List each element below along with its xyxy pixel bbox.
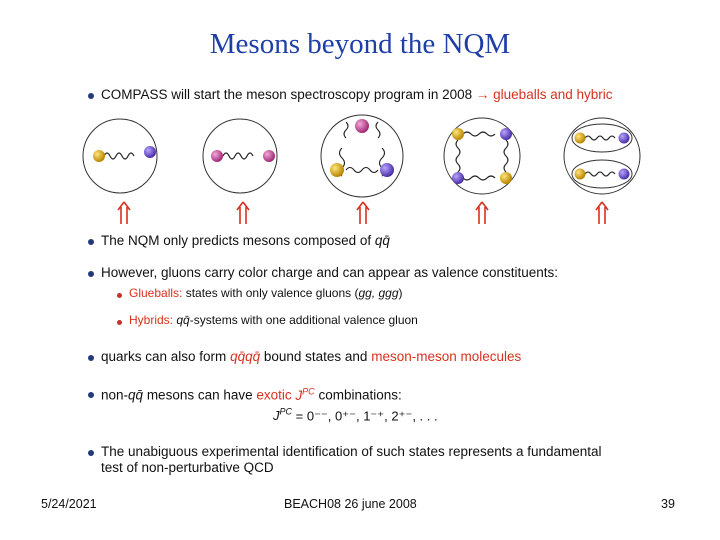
slide-title: Mesons beyond the NQM <box>209 28 511 60</box>
bullet-marker <box>88 93 94 99</box>
hybrids-text: -systems with one additional valence gluon <box>189 313 418 327</box>
hybrid-diagram <box>321 115 403 197</box>
quark-icon <box>500 172 512 184</box>
antiquark-icon <box>452 172 464 184</box>
exotic-pre: non- <box>101 387 129 403</box>
bullet-exotic <box>101 386 402 403</box>
glueballs-end: ) <box>398 286 403 300</box>
antiquark-icon <box>619 133 630 144</box>
up-arrow-icon <box>117 201 131 225</box>
exotic-math: qq̄ <box>128 387 144 403</box>
meson-qqbar-diagram-2 <box>203 119 277 193</box>
quark-icon <box>93 150 105 162</box>
bullet-identification-line2: test of non-perturbative QCD <box>101 460 274 475</box>
antiquark-icon <box>380 163 394 177</box>
meson-diagram <box>80 108 670 228</box>
sub-bullet-hybrids <box>129 313 418 327</box>
bullet-nqm <box>101 233 390 248</box>
bullet-compass-text: COMPASS will start the meson spectroscopy program in 2008 <box>101 87 476 102</box>
bullet-marker <box>88 239 94 245</box>
bullet-identification-line1: The unabiguous experimental identification of such states represents a fundamental <box>101 444 602 459</box>
sub-bullet-marker <box>117 293 122 298</box>
tetraquark-highlight: meson-meson molecules <box>371 349 522 364</box>
bullet-marker <box>88 271 94 277</box>
exotic-jpc: $J^{PC}$ <box>295 386 315 403</box>
molecule-diagram <box>564 118 640 194</box>
quark-icon <box>211 150 223 162</box>
up-arrow-icon <box>236 201 250 225</box>
gluon-icon <box>355 119 369 133</box>
jpc-equation <box>273 407 438 424</box>
jpc-lhs: $J^{PC}$ <box>273 407 293 424</box>
glueballs-math: gg, ggg <box>358 286 399 300</box>
quark-icon <box>330 163 344 177</box>
sub-bullet-marker <box>117 320 122 325</box>
hybrids-label: Hybrids: <box>129 313 174 327</box>
tetraquark-text: quarks can also form <box>101 349 231 364</box>
bullet-nqm-text: The NQM only predicts mesons composed of <box>101 233 375 248</box>
jpc-values: 0⁻⁻, 0⁺⁻, 1⁻⁺, 2⁺⁻, . . . <box>306 408 438 424</box>
page-number: 39 <box>661 497 675 511</box>
bullet-compass <box>101 87 612 102</box>
meson-qqbar-diagram <box>83 119 157 193</box>
up-arrow-icon <box>356 201 370 225</box>
bullet-nqm-math: qq̄ <box>374 233 390 248</box>
four-quark-diagram <box>444 118 520 194</box>
glueballs-label: Glueballs: <box>129 286 183 300</box>
sub-bullet-glueballs <box>129 286 403 300</box>
tetraquark-mid: bound states and <box>260 349 372 364</box>
antiquark-icon <box>263 150 275 162</box>
jpc-eq: = <box>292 408 307 424</box>
footer-date: 5/24/2021 <box>41 497 97 511</box>
exotic-highlight: exotic <box>256 387 296 403</box>
up-arrow-icon <box>595 201 609 225</box>
antiquark-icon <box>500 128 512 140</box>
quark-icon <box>575 133 586 144</box>
bullet-tetraquark <box>101 349 521 364</box>
exotic-text: mesons can have <box>143 387 257 403</box>
hybrids-math: qq̄ <box>176 313 190 327</box>
exotic-end: combinations: <box>314 387 402 403</box>
up-arrow-icon <box>475 201 489 225</box>
tetraquark-math: qq̄qq̄ <box>230 349 261 364</box>
antiquark-icon <box>619 169 630 180</box>
footer-center: BEACH08 26 june 2008 <box>284 497 417 511</box>
quark-icon <box>575 169 586 180</box>
quark-icon <box>452 128 464 140</box>
glueballs-text: states with only valence gluons ( <box>182 286 359 300</box>
antiquark-icon <box>144 146 156 158</box>
bullet-gluons: However, gluons carry color charge and can appear as valence constituents: <box>101 265 559 280</box>
bullet-marker <box>88 392 94 398</box>
bullet-marker <box>88 355 94 361</box>
bullet-marker <box>88 450 94 456</box>
bullet-compass-highlight: → glueballs and hybric <box>475 87 613 102</box>
